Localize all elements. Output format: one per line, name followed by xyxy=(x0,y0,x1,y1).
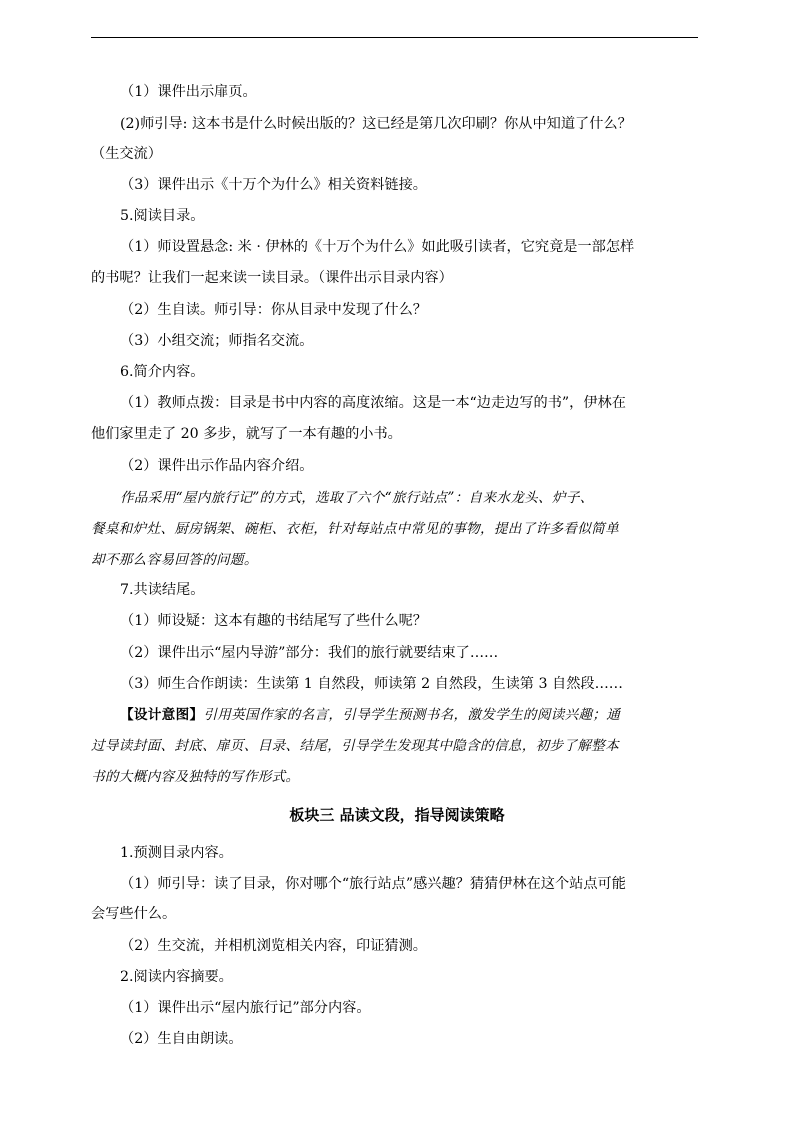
text-line: （3）小组交流；师指名交流。 xyxy=(120,333,314,349)
section-heading: 板块三 品读文段，指导阅读策略 xyxy=(289,806,505,824)
text-line: （2）课件出示作品内容介绍。 xyxy=(120,458,314,474)
text-line: 1.预测目录内容。 xyxy=(120,845,233,861)
text-line: 他们家里走了 20 多步，就写了一本有趣的小书。 xyxy=(91,426,402,442)
intro-text-line: 作品采用“屋内旅行记”的方式，选取了六个“旅行站点”：自来水龙头、炉子、 xyxy=(120,490,594,506)
header-rule xyxy=(91,37,698,38)
text-line: 7.共读结尾。 xyxy=(120,582,205,598)
text-line: 会写些什么。 xyxy=(91,906,177,922)
text-line: （2）课件出示“屋内导游”部分：我们的旅行就要结束了…… xyxy=(120,645,499,661)
text-line: （3）课件出示《十万个为什么》相关资料链接。 xyxy=(120,177,427,193)
design-intent-line xyxy=(120,705,703,725)
design-intent-text: 引用英国作家的名言，引导学生预测书名，激发学生的阅读兴趣；通 xyxy=(203,707,621,723)
text-line: 的书呢？让我们一起来读一读目录。（课件出示目录内容） xyxy=(91,270,453,286)
text-line: （1）课件出示“屋内旅行记”部分内容。 xyxy=(120,1000,371,1016)
text-line: （1）师引导：读了目录，你对哪个“旅行站点”感兴趣？猜猜伊林在这个站点可能 xyxy=(120,876,626,892)
text-line: （1）师设置悬念: 米 · 伊林的《十万个为什么》如此吸引读者，它究竟是一部怎样 xyxy=(120,239,635,255)
text-line: 2.阅读内容摘要。 xyxy=(120,969,233,985)
text-line: （1）课件出示扉页。 xyxy=(120,84,257,100)
design-intent-label: 【设计意图】 xyxy=(120,707,204,723)
text-line: （1）教师点拨：目录是书中内容的高度浓缩。这是一本“边走边写的书”，伊林在 xyxy=(120,395,626,411)
text-line: （2）生自读。师引导：你从目录中发现了什么？ xyxy=(120,302,427,318)
text-line: （2）生交流，并相机浏览相关内容，印证猜测。 xyxy=(120,938,427,954)
intro-text-line: 餐桌和炉灶、厨房锅架、碗柜、衣柜，针对每站点中常见的事物，提出了许多看似简单 xyxy=(91,521,619,537)
intro-text-line: 却不那么容易回答的问题。 xyxy=(91,552,258,568)
text-line: （2）生自由朗读。 xyxy=(120,1031,243,1047)
text-line: 5.阅读目录。 xyxy=(120,208,205,224)
text-line: （生交流） xyxy=(91,146,162,162)
design-intent-line: 过导读封面、封底、扉页、目录、结尾，引导学生发现其中隐含的信息，初步了解整本 xyxy=(91,738,619,754)
text-line: (2)师引导: 这本书是什么时候出版的？这已经是第几次印刷？你从中知道了什么？ xyxy=(120,116,632,132)
text-line: （1）师设疑：这本有趣的书结尾写了些什么呢？ xyxy=(120,613,427,629)
text-line: 6.简介内容。 xyxy=(120,364,205,380)
text-line: （3）师生合作朗读：生读第 1 自然段，师读第 2 自然段，生读第 3 自然段…… xyxy=(120,676,623,692)
design-intent-line: 书的大概内容及独特的写作形式。 xyxy=(91,769,300,785)
